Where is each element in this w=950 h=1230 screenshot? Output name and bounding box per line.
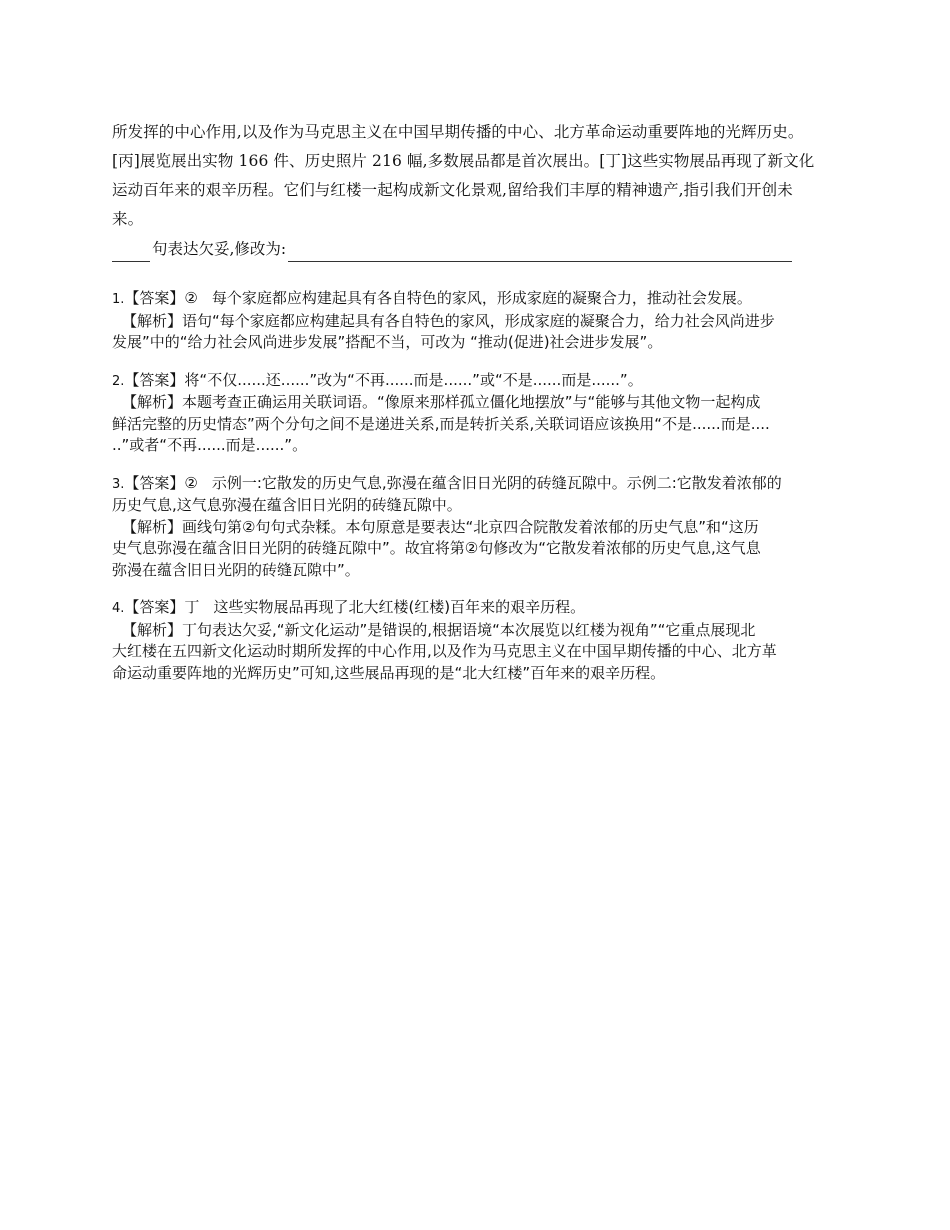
answer-text: 示例一:它散发的历史气息,弥漫在蕴含旧日光阴的砖缝瓦隙中。示例二:它散发着浓郁的 bbox=[211, 473, 782, 492]
answer-section bbox=[112, 288, 840, 684]
analysis-line: 【解析】语句“每个家庭都应构建起具有各自特色的家风，形成家庭的凝聚合力，给力社会风尚进步 bbox=[122, 311, 775, 330]
answer-item-2 bbox=[112, 370, 840, 457]
answer-item-4 bbox=[112, 597, 840, 684]
answer-choice: ② bbox=[184, 473, 198, 492]
passage bbox=[112, 118, 840, 262]
answer-tag: 【答案】 bbox=[124, 370, 185, 389]
analysis-line: 【解析】丁句表达欠妥,“新文化运动”是错误的,根据语境“本次展览以红楼为视角”“它重点展现北 bbox=[122, 620, 756, 639]
passage-line: 运动百年来的艰辛历程。它们与红楼一起构成新文化景观,留给我们丰厚的精神遗产,指引我们开创未 bbox=[112, 181, 793, 199]
answer-tag: 【答案】 bbox=[124, 598, 185, 616]
answer-line bbox=[112, 473, 840, 496]
question-number: 2. bbox=[112, 373, 125, 389]
document-page bbox=[112, 118, 840, 700]
passage-line: [丙]展览展出实物 166 件、历史照片 216 幅,多数展品都是首次展出。[丁]这些实物展品再现了新文化 bbox=[112, 152, 815, 170]
fill-prompt: 句表达欠妥,修改为: bbox=[152, 240, 287, 258]
answer-blank-long[interactable] bbox=[288, 243, 792, 262]
answer-tag: 【答案】 bbox=[124, 473, 185, 492]
passage-line: 所发挥的中心作用,以及作为马克思主义在中国早期传播的中心、北方革命运动重要阵地的光辉历史。 bbox=[112, 123, 804, 141]
question-number: 1. bbox=[112, 292, 125, 307]
answer-text: 每个家庭都应构建起具有各自特色的家风，形成家庭的凝聚合力，推动社会发展。 bbox=[211, 289, 752, 307]
analysis-line: 发展”中的“给力社会风尚进步发展”搭配不当，可改为 “推动(促进)社会进步发展”。 bbox=[112, 333, 663, 351]
analysis-line: 【解析】本题考查正确运用关联词语。“像原来那样孤立僵化地摆放”与“能够与其他文物一起构成 bbox=[122, 393, 761, 411]
answer-text: 将“不仅......还......”改为“不再......而是......”或“不是......而是......”。 bbox=[184, 370, 643, 389]
analysis-line: 命运动重要阵地的光辉历史”可知,这些展品再现的是“北大红楼”百年来的艰辛历程。 bbox=[112, 663, 666, 682]
answer-item-3 bbox=[112, 473, 840, 582]
answer-line bbox=[112, 370, 840, 393]
analysis-line: 史气息弥漫在蕴含旧日光阴的砖缝瓦隙中”。故宜将第②句修改为“它散发着浓郁的历史气息,这气息 bbox=[112, 539, 761, 557]
answer-item-1 bbox=[112, 288, 840, 354]
passage-line: 来。 bbox=[112, 210, 144, 228]
answer-choice: 丁 bbox=[184, 598, 200, 616]
question-number: 3. bbox=[112, 476, 125, 492]
answer-tag: 【答案】 bbox=[124, 289, 185, 307]
question-number: 4. bbox=[112, 601, 125, 616]
answer-text: 这些实物展品再现了北大红楼(红楼)百年来的艰辛历程。 bbox=[213, 598, 586, 616]
analysis-line: 鲜活完整的历史情态”两个分句之间不是递进关系,而是转折关系,关联词语应该换用“不是......而是.... bbox=[112, 414, 770, 433]
answer-line-continued: 历史气息,这气息弥漫在蕴含旧日光阴的砖缝瓦隙中。 bbox=[112, 496, 462, 514]
answer-line bbox=[112, 288, 840, 311]
analysis-line: 大红楼在五四新文化运动时期所发挥的中心作用,以及作为马克思主义在中国早期传播的中心、北方革 bbox=[112, 642, 777, 660]
analysis-line: 【解析】画线句第②句句式杂糅。本句原意是要表达“北京四合院散发着浓郁的历史气息”和“这历 bbox=[122, 517, 759, 536]
answer-blank-short[interactable] bbox=[112, 243, 150, 262]
fill-in-question bbox=[112, 236, 840, 262]
analysis-line: 弥漫在蕴含旧日光阴的砖缝瓦隙中”。 bbox=[112, 560, 360, 579]
answer-choice: ② bbox=[184, 289, 198, 307]
analysis-line: ..”或者“不再......而是......”。 bbox=[112, 436, 308, 454]
answer-line bbox=[112, 597, 840, 620]
